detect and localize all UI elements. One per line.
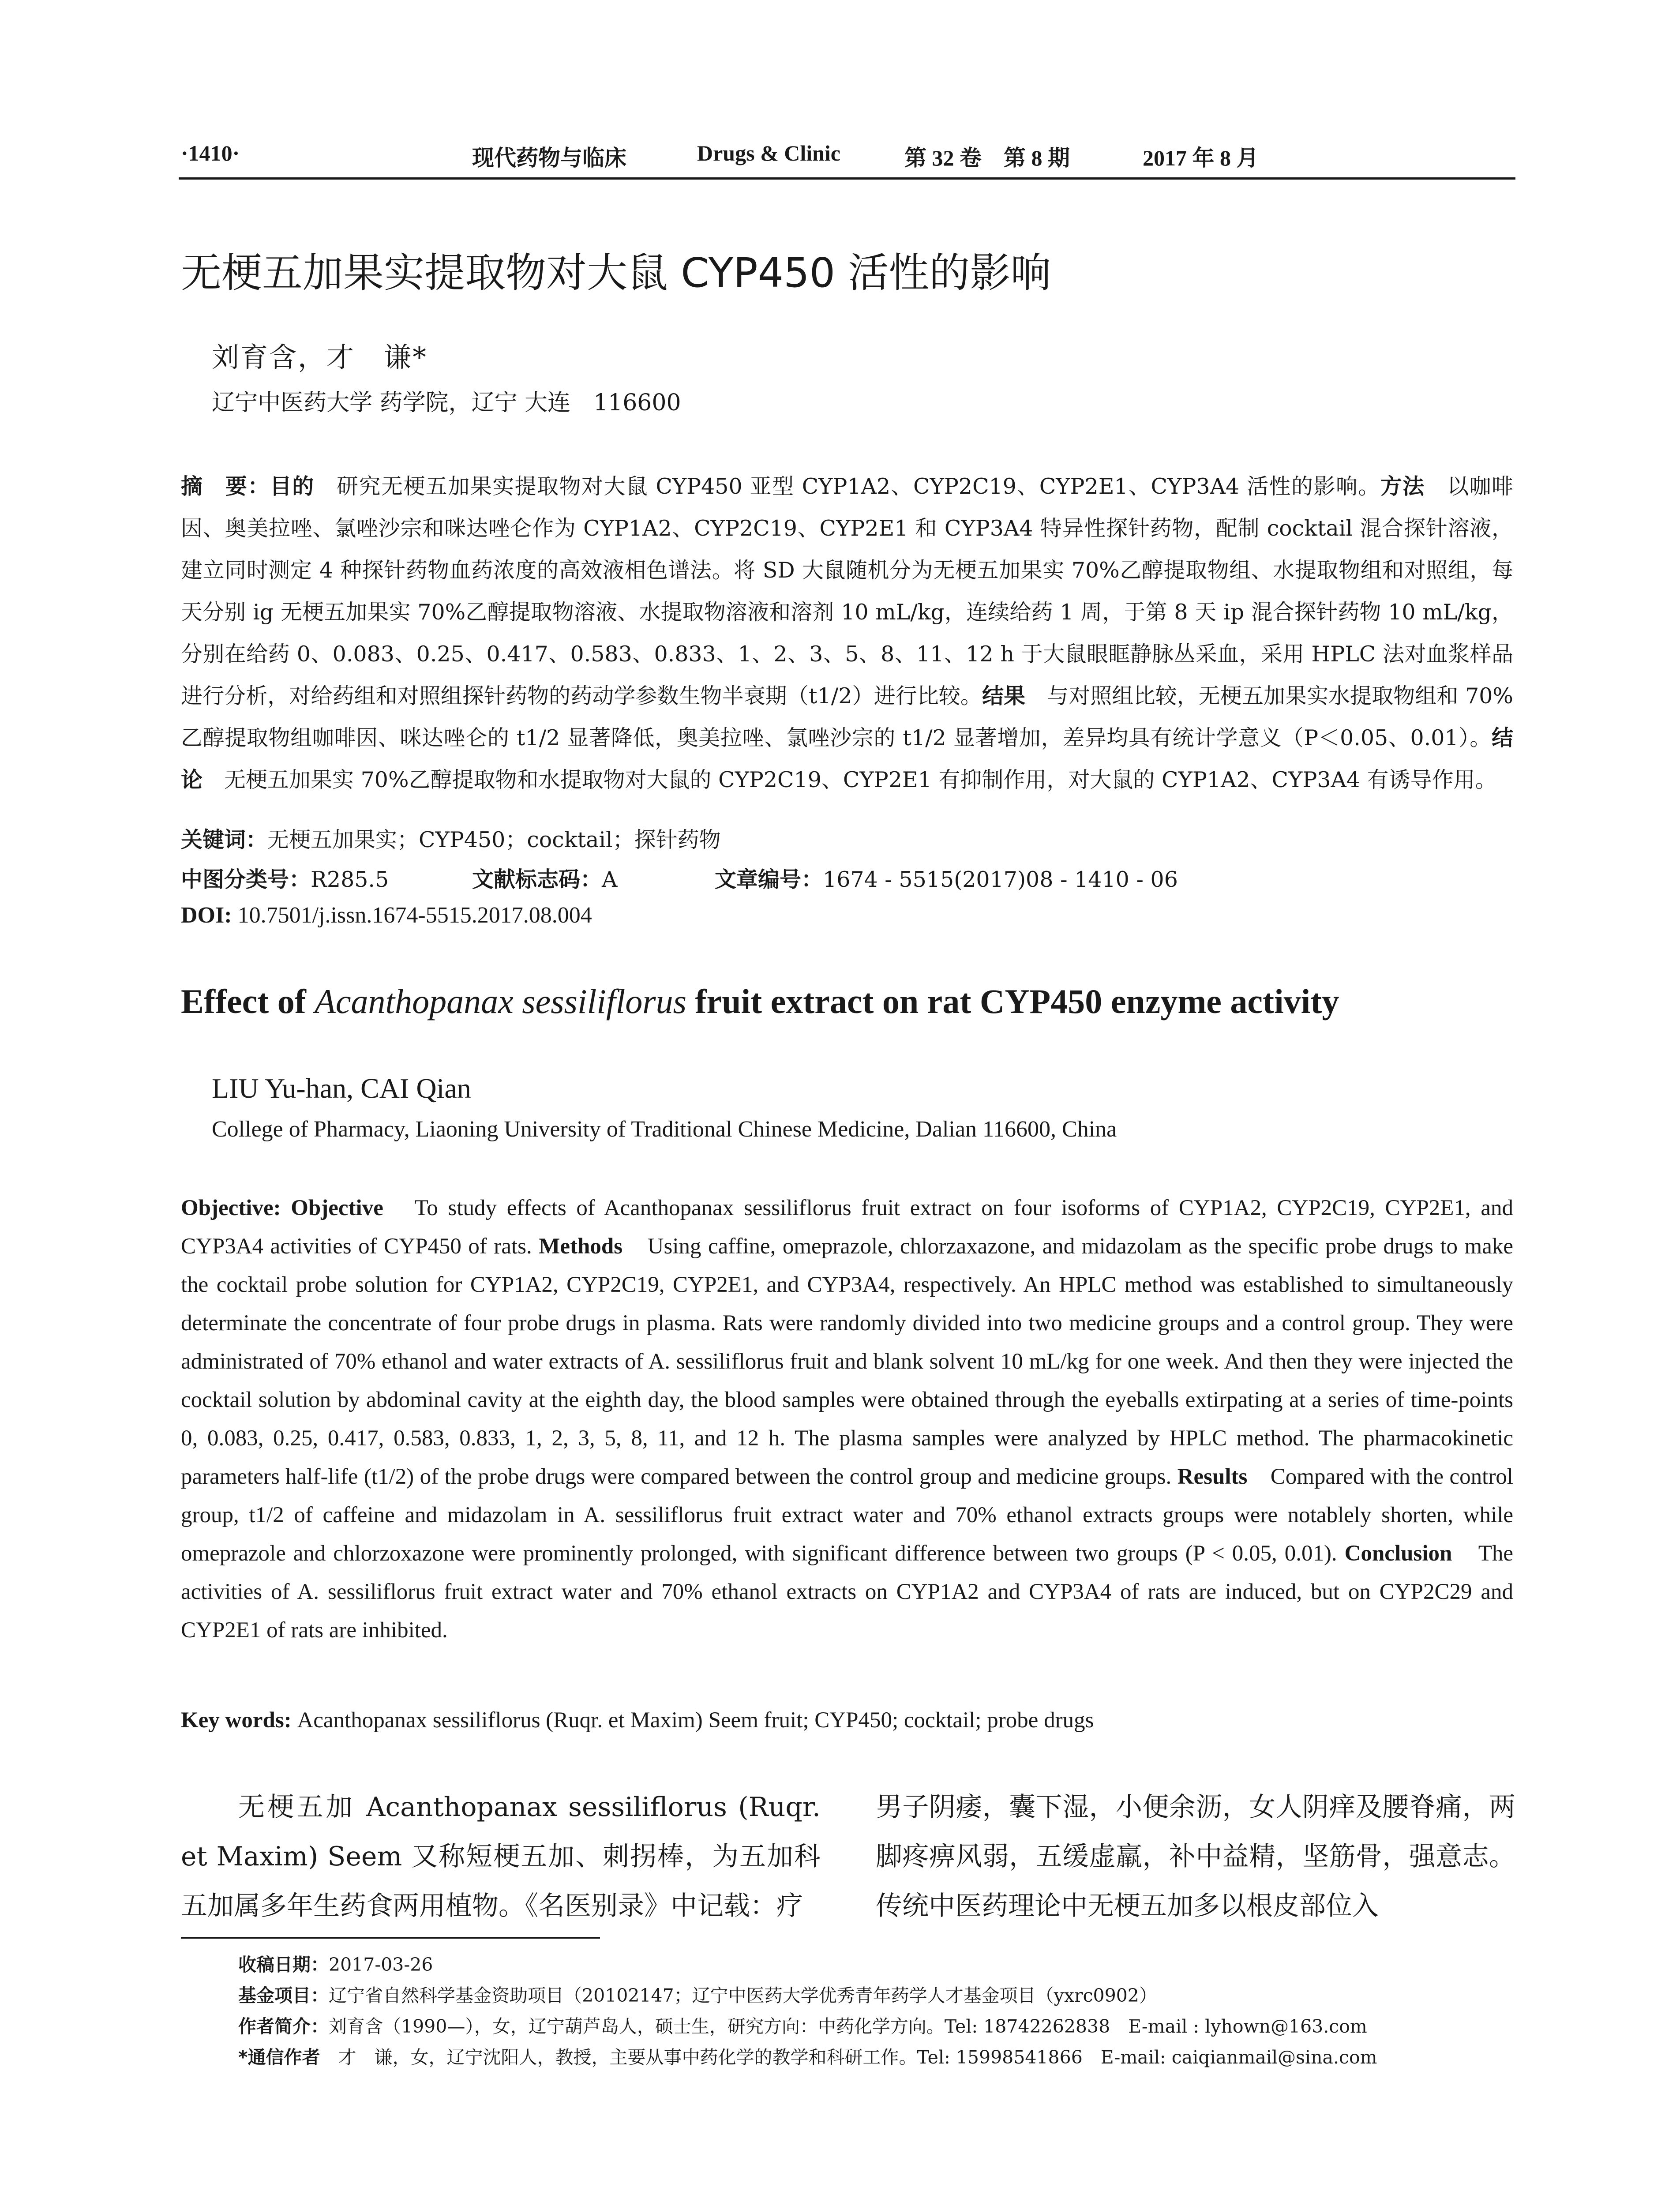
abstract-en [181, 1189, 1513, 1650]
doc-code-label: 文献标志码： [472, 867, 602, 892]
classification-line [181, 863, 1178, 893]
objective-label-cn: 目的 [270, 474, 315, 499]
abstract-label-en: Objective: [181, 1196, 291, 1220]
corresponding-label: *通信作者 [238, 2047, 320, 2068]
footnote-fund [238, 1981, 1157, 2007]
body-column-left [181, 1782, 821, 1931]
keywords-text-cn: 无梗五加果实；CYP450；cocktail；探针药物 [267, 827, 721, 852]
methods-label-en: Methods [539, 1234, 623, 1259]
abstract-cn [181, 465, 1513, 801]
article-no-value: 1674 - 5515(2017)08 - 1410 - 06 [823, 867, 1178, 892]
conclusion-text-en: The activities of A. sessiliflorus fruit extract water and 70% ethanol extracts on CYP1A2 and CYP3A4 of rats are induced, but on CYP2C29 and CYP2E1 of rats are inhibited. [181, 1541, 1513, 1643]
bio-label: 作者简介： [238, 2016, 329, 2037]
clc-value: R285.5 [311, 867, 389, 892]
article-title-en [181, 982, 1339, 1021]
journal-name-en: Drugs & Clinic [697, 141, 840, 165]
keywords-label-cn: 关键词： [181, 827, 268, 852]
results-text-cn: 与对照组比较，无梗五加果实水提取物组和 70%乙醇提取物组咖啡因、咪达唑仑的 t1/2 显著降低，奥美拉唑、氯唑沙宗的 t1/2 显著增加，差异均具有统计学意义（P＜0.05、0.01）。 [181, 683, 1513, 750]
body-column-right [876, 1782, 1515, 1931]
body-paragraph-right: 男子阴痿，囊下湿，小便余沥，女人阴痒及腰脊痛，两脚疼痹风弱，五缓虚羸，补中益精，坚筋骨，强意志。传统中医药理论中无梗五加多以根皮部位入 [876, 1792, 1515, 1921]
footnote-rule [181, 1937, 600, 1939]
affiliation-cn: 辽宁中医药大学 药学院，辽宁 大连 116600 [212, 390, 681, 416]
results-label-en: Results [1177, 1464, 1248, 1489]
objective-label-en: Objective [291, 1196, 383, 1220]
running-header [181, 140, 1513, 176]
page-number: ·1410· [181, 141, 240, 165]
article-no-label: 文章编号： [715, 867, 823, 892]
fund-label: 基金项目： [238, 1985, 329, 2006]
keywords-text-en: Acanthopanax sessiliflorus (Ruqr. et Maxim) Seem fruit; CYP450; cocktail; probe drugs [297, 1708, 1094, 1733]
article-title-cn: 无梗五加果实提取物对大鼠 CYP450 活性的影响 [181, 249, 1051, 296]
volume-issue: 第 32 卷 第 8 期 [904, 146, 1070, 170]
methods-text-cn: 以咖啡因、奥美拉唑、氯唑沙宗和咪达唑仑作为 CYP1A2、CYP2C19、CYP2E1 和 CYP3A4 特异性探针药物，配制 cocktail 混合探针溶液，建立同时测定 4 种探针药物血药浓度的高效液相色谱法。将 SD 大鼠随机分为无梗五加果实 70%乙醇提取物组、水提取物组和对照组，每天分别 ig 无梗五加果实 70%乙醇提取物溶液、水提取物溶液和溶剂 10 mL/kg，连续给药 1 周，于第 8 天 ip 混合探针药物 10 mL/kg，分别在给药 0、0.083、0.25、0.417、0.583、0.833、1、2、3、5、8、11、12 h 于大鼠眼眶静脉丛采血，采用 HPLC 法对血浆样品进行分析，对给药组和对照组探针药物的药动学参数生物半衰期（t1/2）进行比较。 [181, 474, 1513, 709]
clc-label: 中图分类号： [181, 867, 311, 892]
keywords-en [181, 1707, 1094, 1733]
methods-label-cn: 方法 [1380, 474, 1425, 499]
journal-name-cn: 现代药物与临床 [472, 146, 626, 170]
authors-cn: 刘育含，才 谦* [212, 341, 428, 373]
header-rule [179, 177, 1515, 180]
issue-date: 2017 年 8 月 [1143, 146, 1259, 170]
objective-text-en: To study effects of Acanthopanax sessiliflorus fruit extract on four isoforms of CYP1A2, CYP2C19, CYP2E1, and CYP3A4 activities of CYP450 of rats. [181, 1196, 1513, 1259]
doi-value[interactable]: 10.7501/j.issn.1674-5515.2017.08.004 [237, 903, 592, 928]
footnote-author-bio [238, 2012, 1367, 2038]
doi-label: DOI: [181, 903, 232, 928]
keywords-label-en: Key words: [181, 1708, 297, 1733]
objective-text-cn: 研究无梗五加果实提取物对大鼠 CYP450 亚型 CYP1A2、CYP2C19、CYP2E1、CYP3A4 活性的影响。 [314, 474, 1380, 499]
keywords-cn [181, 823, 721, 854]
body-paragraph-left: 无梗五加 Acanthopanax sessiliflorus (Ruqr. et Maxim) Seem 又称短梗五加、刺拐棒，为五加科五加属多年生药食两用植物。《名医别录》中记载：疗 [181, 1792, 821, 1921]
doi-line [181, 902, 592, 928]
title-en-pre: Effect of [181, 982, 315, 1020]
results-text-en: Compared with the control group, t1/2 of caffeine and midazolam in A. sessiliflorus fruit extract water and 70% ethanol extracts groups were notablely shorten, while omeprazole and chlorzoxazone were prominently prolonged, with significant difference between two groups (P < 0.05, 0.01). [181, 1464, 1513, 1566]
conclusion-label-en: Conclusion [1344, 1541, 1452, 1566]
footnote-corresponding [238, 2043, 1377, 2069]
title-en-species: Acanthopanax sessiliflorus [315, 982, 686, 1020]
title-en-post: fruit extract on rat CYP450 enzyme activity [686, 982, 1339, 1020]
doc-code-value: A [602, 867, 618, 892]
corresponding-text: 才 谦，女，辽宁沈阳人，教授，主要从事中药化学的教学和科研工作。Tel: 15998541866 E-mail: caiqianmail@sina.com [320, 2047, 1377, 2068]
received-label: 收稿日期： [238, 1954, 329, 1975]
bio-text: 刘育含（1990—），女，辽宁葫芦岛人，硕士生，研究方向：中药化学方向。Tel: 18742262838 E-mail : lyhown@163.com [329, 2016, 1367, 2037]
received-date: 2017-03-26 [329, 1954, 433, 1975]
conclusion-label-cn: 结论 [181, 725, 1513, 792]
fund-text: 辽宁省自然科学基金资助项目（20102147；辽宁中医药大学优秀青年药学人才基金项目（yxrc0902） [329, 1985, 1157, 2006]
conclusion-text-cn: 无梗五加果实 70%乙醇提取物和水提取物对大鼠的 CYP2C19、CYP2E1 有抑制作用，对大鼠的 CYP1A2、CYP3A4 有诱导作用。 [202, 767, 1497, 792]
abstract-label-cn: 摘 要： [181, 474, 270, 499]
footnote-received [238, 1950, 433, 1976]
authors-en: LIU Yu-han, CAI Qian [212, 1073, 471, 1104]
affiliation-en: College of Pharmacy, Liaoning University of Traditional Chinese Medicine, Dalian 116600, China [212, 1117, 1117, 1142]
methods-text-en: Using caffine, omeprazole, chlorzaxazone, and midazolam as the specific probe drugs to make the cocktail probe solution for CYP1A2, CYP2C19, CYP2E1, and CYP3A4, respectively. An HPLC method was established to simultaneously determinate the concentrate of four probe drugs in plasma. Rats were randomly divided into two medicine groups and a control group. They were administrated of 70% ethanol and water extracts of A. sessiliflorus fruit and blank solvent 10 mL/kg for one week. And then they were injected the cocktail solution by abdominal cavity at the eighth day, the blood samples were obtained through the eyeballs extirpating at a series of time-points 0, 0.083, 0.25, 0.417, 0.583, 0.833, 1, 2, 3, 5, 8, 11, and 12 h. The plasma samples were analyzed by HPLC method. The pharmacokinetic parameters half-life (t1/2) of the probe drugs were compared between the control group and medicine groups. [181, 1234, 1513, 1489]
results-label-cn: 结果 [982, 683, 1026, 709]
